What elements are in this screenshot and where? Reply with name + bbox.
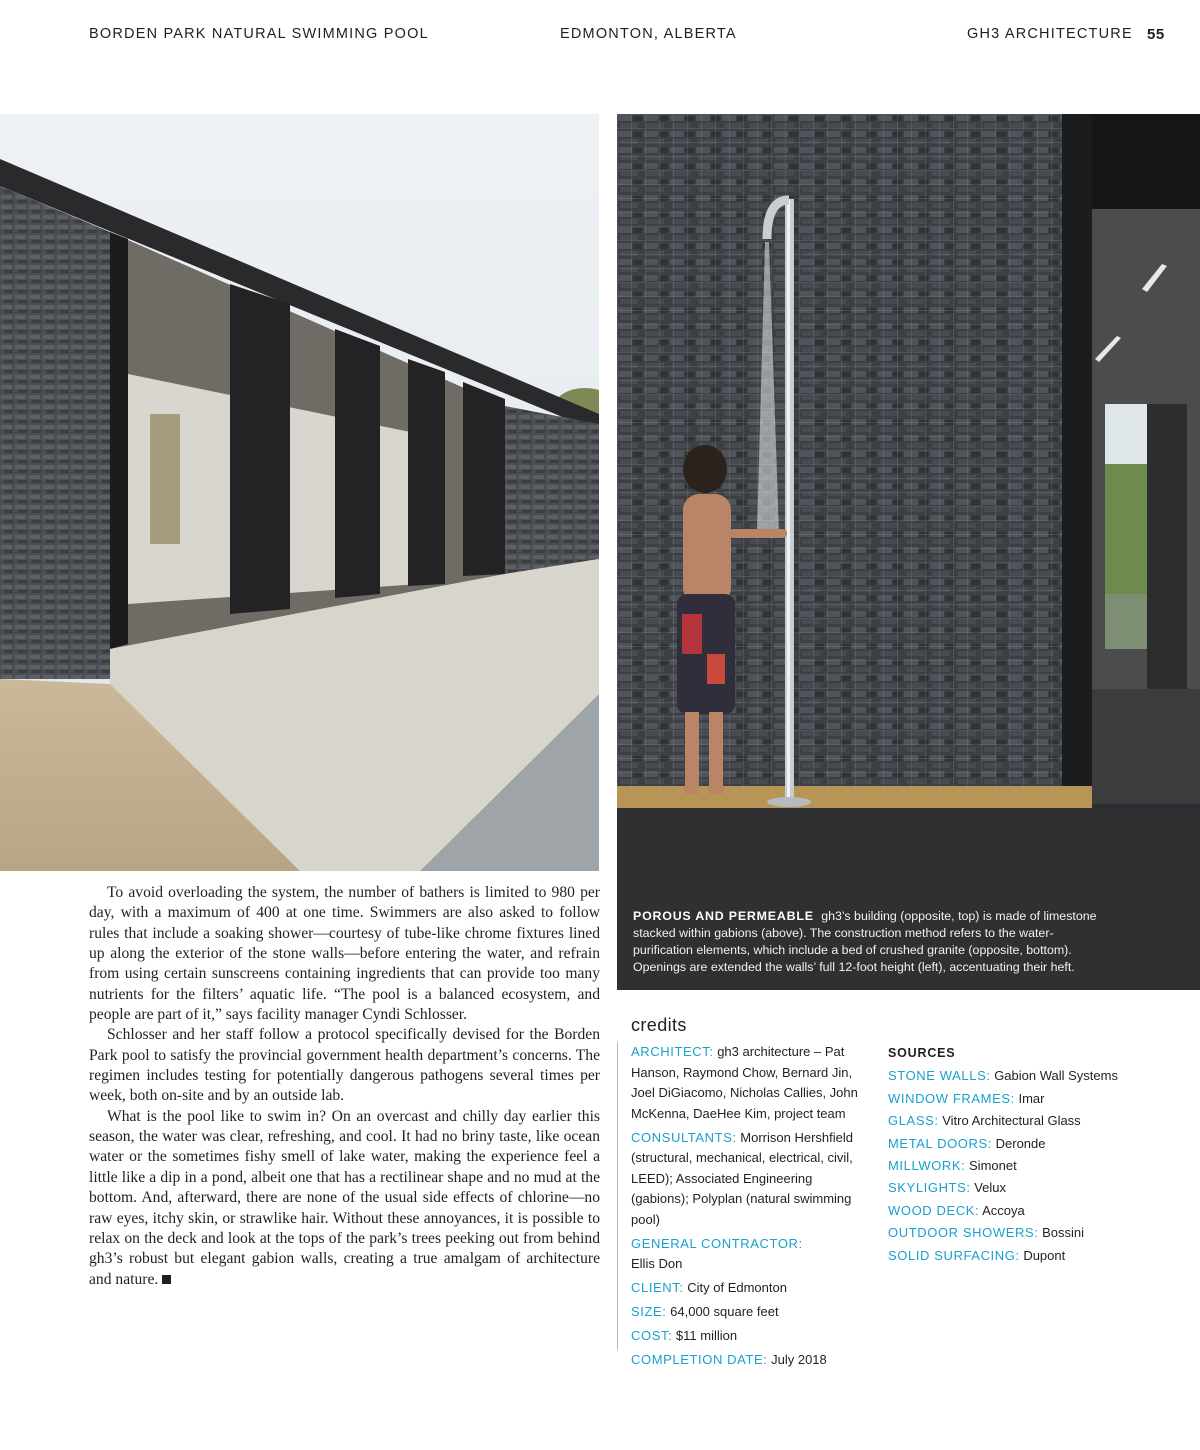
credit-value: Morrison Hershfield (structural, mechanical, electrical, civil, LEED); Associated Engineering (gabions); Polyplan (natural swimming pool) [631, 1129, 853, 1227]
credit-consultants [631, 1128, 863, 1231]
credit-architect [631, 1042, 863, 1124]
caption-text: gh3’s building (opposite, top) is made of limestone stacked within gabions (above). The construction method refers to the water-purification elements, which include a bed of crushed granite (opposite, bottom). Openings are extended the walls’ full 12-foot height (left), accentuating their heft. [633, 909, 1097, 974]
credit-label: ARCHITECT: [631, 1044, 714, 1059]
credits-list [631, 1042, 863, 1374]
running-header [0, 24, 1200, 48]
source-stone-walls [888, 1065, 1138, 1087]
article-body [89, 883, 600, 1290]
credit-label: COST: [631, 1328, 673, 1343]
source-millwork [888, 1155, 1138, 1177]
credit-value: gh3 architecture – Pat Hanson, Raymond Chow, Bernard Jin, Joel DiGiacomo, Nicholas Callies, John McKenna, DaeHee Kim, project team [631, 1044, 858, 1121]
credit-client [631, 1278, 863, 1299]
credits-title: credits [631, 1015, 687, 1035]
source-window-frames [888, 1088, 1138, 1110]
outdoor-shower-illustration [617, 114, 1200, 990]
source-outdoor-showers [888, 1222, 1138, 1244]
source-label: METAL DOORS: [888, 1135, 992, 1151]
credit-value: July 2018 [771, 1352, 827, 1367]
credits-divider [617, 1042, 618, 1350]
photo-caption [633, 908, 1113, 976]
header-architect: GH3 ARCHITECTURE [967, 26, 1133, 42]
source-wood-deck [888, 1200, 1138, 1222]
source-value: Simonet [969, 1158, 1017, 1174]
source-value: Vitro Architectural Glass [942, 1113, 1081, 1129]
source-glass [888, 1110, 1138, 1132]
body-paragraph-1: To avoid overloading the system, the number of bathers is limited to 980 per day, with a maximum of 400 at one time. Swimmers are also asked to follow rules that include a soaking shower—courtesy of tube-like chrome fixtures lined up along the exterior of the stone walls—before entering the water, and refrain from using certain sunscreens containing ingredients that can provide too many nutrients for the filters’ aquatic life. “The pool is a balanced ecosystem, and people are part of it,” says facility manager Cyndi Schlosser. [89, 884, 600, 1024]
sources-list [888, 1042, 1138, 1267]
source-value: Gabion Wall Systems [994, 1068, 1118, 1084]
credit-general-contractor [631, 1234, 863, 1275]
header-story-title: BORDEN PARK NATURAL SWIMMING POOL [89, 26, 429, 42]
photo-outdoor-shower [617, 114, 1200, 990]
photo-pavilion-exterior [0, 114, 599, 871]
end-mark-icon [162, 1275, 171, 1284]
source-label: MILLWORK: [888, 1158, 966, 1174]
body-paragraph-3 [89, 1107, 600, 1290]
body-paragraph-2: Schlosser and her staff follow a protocol specifically devised for the Borden Park pool to satisfy the provincial government health department’s concerns. The regimen includes testing for potentially dangerous pathogens several times per week, both on-site and by an outside lab. [89, 1026, 600, 1105]
credit-value: Ellis Don [631, 1256, 683, 1271]
sources-title: SOURCES [888, 1046, 956, 1060]
source-label: OUTDOOR SHOWERS: [888, 1225, 1039, 1241]
source-label: GLASS: [888, 1113, 939, 1129]
page-number: 55 [1147, 26, 1165, 43]
credit-value: City of Edmonton [687, 1280, 787, 1295]
source-metal-doors [888, 1133, 1138, 1155]
source-label: WOOD DECK: [888, 1202, 980, 1218]
source-value: Bossini [1042, 1225, 1084, 1241]
source-label: WINDOW FRAMES: [888, 1090, 1015, 1106]
credit-cost [631, 1326, 863, 1347]
body-paragraph-3-text: What is the pool like to swim in? On an overcast and chilly day earlier this season, the water was clear, refreshing, and cool. It had no briny taste, like ocean water or the sometimes fishy smell of lake water, making the experience feel a little like a dip in a pond, albeit one that has a rectilinear shape and no mud at the bottom. And, afterward, there are none of the usual side effects of chlorine—no raw eyes, itchy skin, or strawlike hair. Without these annoyances, it is possible to relax on the deck and look at the tops of the park’s trees peeking out from behind gh3’s robust but elegant gabion walls, creating a true amalgam of architecture and nature. [89, 1107, 600, 1288]
source-value: Velux [974, 1180, 1007, 1196]
credit-label: GENERAL CONTRACTOR: [631, 1235, 803, 1251]
source-label: STONE WALLS: [888, 1068, 991, 1084]
credit-label: CONSULTANTS: [631, 1129, 737, 1145]
credit-value: $11 million [675, 1328, 738, 1343]
source-value: Deronde [995, 1135, 1046, 1151]
caption-head: POROUS AND PERMEABLE [633, 909, 814, 923]
credit-label: SIZE: [631, 1304, 667, 1319]
credit-label: CLIENT: [631, 1280, 684, 1295]
pavilion-exterior-illustration [0, 114, 599, 871]
credit-size [631, 1302, 863, 1323]
source-solid-surfacing [888, 1245, 1138, 1267]
source-value: Dupont [1023, 1247, 1066, 1263]
source-value: Accoya [982, 1202, 1025, 1218]
source-label: SOLID SURFACING: [888, 1247, 1020, 1263]
source-skylights [888, 1177, 1138, 1199]
source-label: SKYLIGHTS: [888, 1180, 971, 1196]
credit-label: COMPLETION DATE: [631, 1352, 768, 1367]
header-location: EDMONTON, ALBERTA [560, 26, 737, 42]
source-value: Imar [1018, 1090, 1045, 1106]
credit-value: 64,000 square feet [670, 1304, 779, 1319]
credit-completion-date [631, 1350, 863, 1371]
